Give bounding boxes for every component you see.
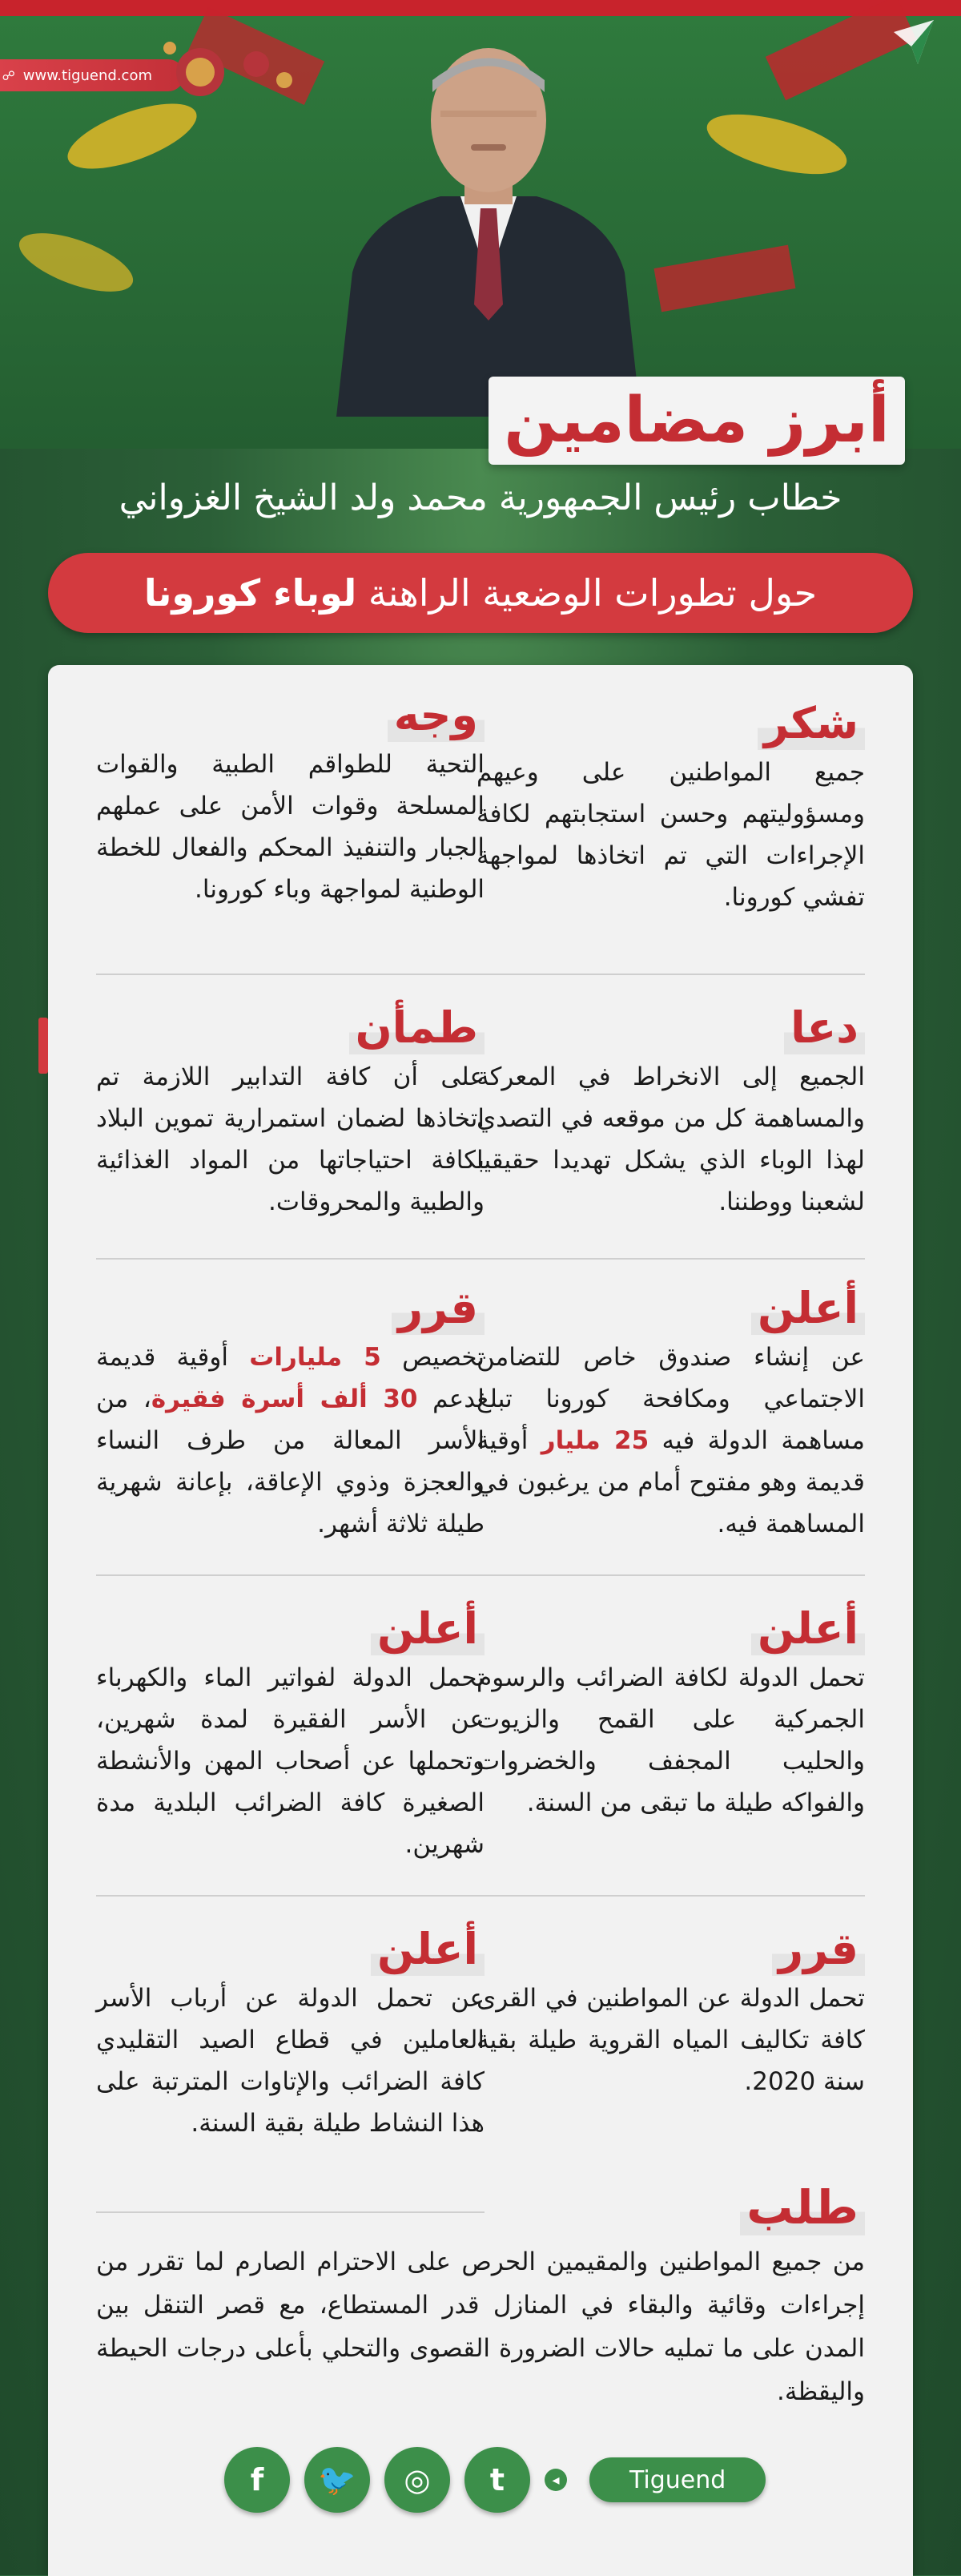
divider <box>96 1258 485 1260</box>
social-links <box>224 2444 766 2516</box>
section-request <box>96 2179 865 2413</box>
section-text: عن تحمل الدولة عن أرباب الأسر العاملين في قطاع الصيد التقليدي كافة الضرائب والإتاوات المترتبة على هذا النشاط طيلة بقية السنة. <box>96 1984 485 2138</box>
section-utilities <box>96 1602 485 1865</box>
section-allocation <box>96 1282 485 1545</box>
section-heading: طلب <box>740 2179 865 2235</box>
section-text: تحمل الدولة عن المواطنين في القرى كافة تكاليف المياه القروية طيلة بقية سنة 2020. <box>476 1984 865 2096</box>
topic-highlight: لوباء كورونا <box>143 571 357 615</box>
subtitle: خطاب رئيس الجمهورية محمد ولد الشيخ الغزواني <box>119 478 842 518</box>
brand-button[interactable]: Tiguend <box>589 2457 766 2502</box>
divider <box>96 1895 485 1897</box>
section-text: الجميع إلى الانخراط في المعركة والمساهمة كل من موقعه في التصدي لهذا الوباء الذي يشكل تهديدا حقيقيا لشعبنا ووطننا. <box>476 1062 865 1216</box>
arrow-icon: ◂ <box>545 2469 567 2491</box>
section-heading: شكر <box>758 697 865 750</box>
section-text: على أن كافة التدابير اللازمة تم اتخاذها لضمان استمرارية تموين البلاد بكافة احتياجاتها من المواد الغذائية والطبية والمحروقات. <box>96 1062 485 1216</box>
section-text: التحية للطواقم الطبية والقوات المسلحة وقوات الأمن على عملهم الجبار والتنفيذ المحكم والفعال للخطة الوطنية لمواجهة وباء كورونا. <box>96 750 485 904</box>
text-part: تخصيص <box>380 1343 485 1372</box>
section-text: تحمل الدولة لفواتير الماء والكهرباء عن الأسر الفقيرة لمدة شهرين، وتحملها عن أصحاب المهن والأنشطة الصغيرة كافة الضرائب البلدية مدة شهرين. <box>96 1663 485 1859</box>
text-part: عن إنشاء صندوق خاص للتضامن الاجتماعي ومكافحة كورونا تبلغ مساهمة الدولة فيه <box>476 1343 865 1455</box>
highlight-amount: 5 مليارات <box>249 1343 381 1372</box>
section-heading: وجه <box>388 689 485 742</box>
section-rural-water <box>476 1923 865 2102</box>
text-part: ، من الأسر المعالة من طرف النساء والعجزة وذوي الإعاقة، بإعانة شهرية طيلة ثلاثة أشهر. <box>96 1385 485 1538</box>
section-heading: دعا <box>784 1002 865 1054</box>
link-icon: ☍ <box>2 67 15 83</box>
topic-prefix: حول تطورات الوضعية الراهنة <box>368 571 818 615</box>
section-text: تحمل الدولة لكافة الضرائب والرسوم الجمركية على القمح والزيوت والحليب المجفف والخضروات والفواكه طيلة ما تبقى من السنة. <box>476 1663 865 1817</box>
divider <box>476 1895 865 1897</box>
section-heading: أعلن <box>371 1602 485 1655</box>
section-heading: أعلن <box>751 1602 865 1655</box>
speaker-figure <box>320 16 657 417</box>
tumblr-icon[interactable]: t <box>464 2447 530 2513</box>
section-reassurance <box>96 1002 485 1223</box>
topic-banner <box>48 553 913 633</box>
section-text <box>476 1336 865 1545</box>
section-fishing <box>96 1923 485 2144</box>
section-tax-relief <box>476 1602 865 1824</box>
twitter-icon[interactable]: 🐦 <box>304 2447 370 2513</box>
divider <box>476 1258 865 1260</box>
text-part: أوقية قديمة وهو مفتوح أمام من يرغبون في المساهمة فيه. <box>476 1426 865 1538</box>
section-fund <box>476 1282 865 1545</box>
section-heading: قرر <box>392 1282 485 1335</box>
section-heading: قرر <box>772 1923 865 1976</box>
text-part: أوقية قديمة لدعم <box>96 1343 485 1413</box>
section-heading: طمأن <box>349 1002 485 1054</box>
tiguend-logo-icon <box>886 16 942 72</box>
main-title: أبرز مضامين <box>489 377 905 465</box>
divider <box>96 1574 485 1576</box>
facebook-icon[interactable]: f <box>224 2447 290 2513</box>
section-heading: أعلن <box>751 1282 865 1335</box>
highlight-amount: 25 مليار <box>541 1426 649 1455</box>
website-url: www.tiguend.com <box>22 67 152 84</box>
instagram-icon[interactable]: ◎ <box>384 2447 450 2513</box>
section-text <box>96 1336 485 1545</box>
highlight-families: 30 ألف أسرة فقيرة <box>151 1385 418 1413</box>
virus-decoration-icon <box>152 32 312 112</box>
divider <box>476 1574 865 1576</box>
section-text: جميع المواطنين على وعيهم ومسؤوليتهم وحسن استجابتهم لكافة الإجراءات التي تم اتخاذها لمواجهة تفشي كورونا. <box>476 758 865 912</box>
content-panel <box>48 665 913 2576</box>
section-text: من جميع المواطنين والمقيمين الحرص على الاحترام الصارم لما تقرر من إجراءات وقائية والبقاء في المنازل قدر المستطاع، مع قصر التنقل بين المدن على ما تمليه حالات الضرورة القصوى والتحلي بأعلى درجات الحيطة واليقظة. <box>96 2247 865 2406</box>
section-greetings <box>96 689 485 910</box>
section-heading: أعلن <box>371 1923 485 1976</box>
divider <box>476 974 865 975</box>
side-marker <box>38 1018 48 1074</box>
divider <box>96 974 485 975</box>
section-thanks <box>476 697 865 918</box>
section-call <box>476 1002 865 1223</box>
